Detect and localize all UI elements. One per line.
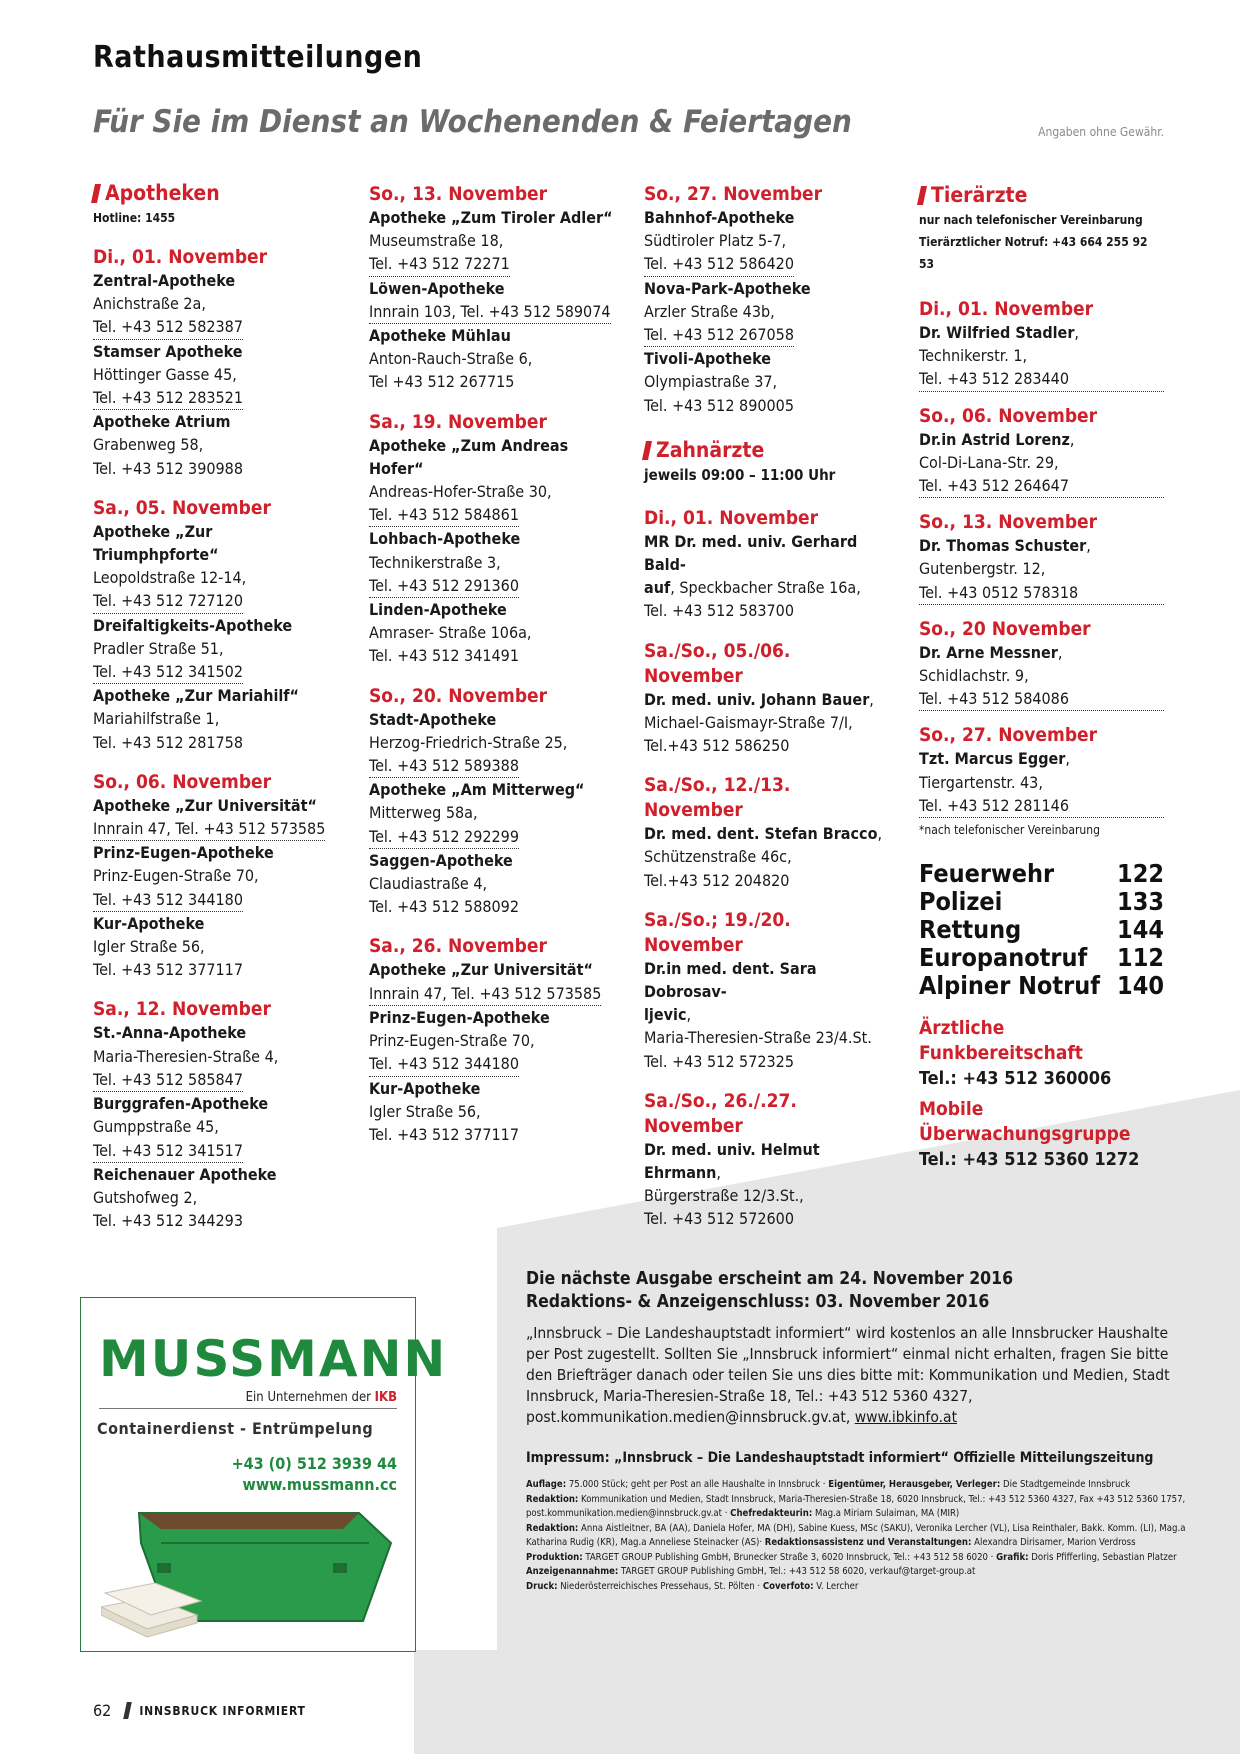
- entry-line: Tel +43 512 267715: [369, 372, 515, 392]
- publication-name: INNSBRUCK INFORMIERT: [139, 1703, 306, 1718]
- entry-line: Technikerstraße 3,: [369, 552, 501, 572]
- entry-name: MR Dr. med. univ. Gerhard Bald-: [644, 531, 858, 575]
- footer-slash-icon: [124, 1702, 133, 1719]
- entry-name: Tivoli-Apotheke: [644, 349, 771, 369]
- emergency-number: 144: [1117, 915, 1164, 945]
- date-heading: Sa./So., 05./06. November: [644, 639, 791, 687]
- entry-line: Pradler Straße 51,: [93, 638, 224, 658]
- entry-line: Tel. +43 512 344293: [93, 1211, 243, 1231]
- dentist-name: [644, 688, 889, 711]
- ad-phone: +43 (0) 512 3939 44: [231, 1454, 397, 1473]
- entry-line: Tel. +43 512 291360: [369, 574, 519, 598]
- list-item: [369, 708, 614, 779]
- entry-line: , Speckbacher Straße 16a,: [670, 578, 861, 598]
- list-item: [369, 958, 614, 1005]
- list-item: [369, 206, 614, 277]
- entry-name: Apotheke „Zum Andreas Hofer“: [369, 435, 569, 478]
- page-subtitle: Für Sie im Dienst an Wochenenden & Feiertagen: [93, 104, 852, 140]
- emergency-row: [919, 916, 1164, 944]
- entry-line: Gumppstraße 45,: [93, 1117, 219, 1137]
- dentist-name: [644, 957, 889, 1027]
- column-apotheken-2: [369, 182, 614, 1146]
- emergency-number: 133: [1117, 887, 1164, 917]
- entry-line: Innrain 47, Tel. +43 512 573585: [369, 982, 601, 1006]
- entry-line: Prinz-Eugen-Straße 70,: [93, 866, 259, 886]
- entry-name-cont: ljevic: [644, 1005, 687, 1025]
- entry-line: Mariahilfstraße 1,: [93, 709, 220, 729]
- list-item: [93, 841, 338, 912]
- impressum-value: TARGET GROUP Publishing GmbH, Brunecker Straße 3, 6020 Innsbruck, Tel.: +43 512 58 6020 ·: [582, 1551, 997, 1563]
- entry-line: Tel. +43 512 582387: [93, 315, 243, 339]
- section-heading-tieraerzte: Tierärzte: [919, 182, 1164, 209]
- impressum-key: Chefredakteurin:: [730, 1508, 813, 1519]
- emergency-number: 112: [1117, 943, 1164, 973]
- impressum-value: Anna Aistleitner, BA (AA), Daniela Hofer, MA (DH), Sabine Kuess, MSc (SAKU), Veronika Lercher (VL), Lisa Reinthaler, Bakk. Komm. (LI), Mag.a Katharina Rudig (KR), Mag.a Anneliese Steinacker (AS)·: [526, 1522, 1186, 1548]
- entry-line: Tel. +43 512 72271: [369, 252, 510, 276]
- entry-line: Grabenweg 58,: [93, 435, 204, 455]
- date-heading: So., 27. November: [644, 183, 823, 205]
- impressum-line: [526, 1478, 1186, 1493]
- entry-line: Tel. +43 512 344180: [93, 888, 243, 912]
- impressum-heading: Impressum: „Innsbruck – Die Landeshauptstadt informiert“ Offizielle Mitteilungszeitung: [526, 1450, 1154, 1466]
- impressum-value: TARGET GROUP Publishing GmbH, Tel.: +43 512 58 6020, verkauf@target-group.at: [618, 1566, 976, 1577]
- section-heading-apotheken: Apotheken: [93, 180, 338, 207]
- date-heading: Sa., 12. November: [93, 998, 271, 1021]
- list-item: [369, 598, 614, 668]
- entry-line: Tel. +43 512 377117: [93, 960, 243, 980]
- column-apotheken-zahnaerzte: [644, 182, 889, 1231]
- entry-line: Tel. +43 512 588092: [369, 897, 519, 917]
- vet-emergency-number: Tierärztlicher Notruf: +43 664 255 92 53: [919, 235, 1148, 271]
- comma: ,: [686, 1005, 692, 1025]
- entry-line: Anton-Rauch-Straße 6,: [369, 349, 533, 369]
- emergency-row: [919, 944, 1164, 972]
- dentist-name: [644, 530, 889, 600]
- ad-web: www.mussmann.cc: [242, 1475, 397, 1494]
- list-item: [644, 206, 889, 277]
- vet-name: [919, 321, 1164, 344]
- entry-line: Tel. +43 512 292299: [369, 825, 519, 849]
- entry-line: Museumstraße 18,: [369, 231, 504, 251]
- impressum-key: Eigentümer, Herausgeber, Verleger:: [828, 1479, 1001, 1490]
- comma: ,: [1057, 642, 1063, 662]
- entry-line: Igler Straße 56,: [369, 1101, 481, 1121]
- impressum-key: Produktion:: [526, 1551, 583, 1563]
- date-heading: So., 06. November: [93, 770, 272, 793]
- entry-line: Tel. +43 512 267058: [644, 323, 794, 347]
- impressum-value: V. Lercher: [813, 1580, 859, 1592]
- impressum-value: Die Stadtgemeinde Innsbruck: [1000, 1479, 1131, 1490]
- entry-line: Tel. +43 512 583700: [644, 601, 794, 621]
- entry-line: Maria-Theresien-Straße 23/4.St.: [644, 1028, 872, 1048]
- hotline: Hotline: 1455: [93, 211, 176, 225]
- entry-name: St.-Anna-Apotheke: [93, 1023, 247, 1043]
- advertisement-mussmann[interactable]: [80, 1297, 448, 1652]
- list-item: [919, 428, 1164, 499]
- entry-line: Anichstraße 2a,: [93, 294, 206, 314]
- list-item: [919, 321, 1164, 392]
- date-heading: Di., 01. November: [644, 506, 819, 529]
- entry-line: Mitterweg 58a,: [369, 803, 478, 823]
- page-number: 62: [93, 1701, 112, 1720]
- entry-line: Leopoldstraße 12-14,: [93, 568, 247, 588]
- entry-line: Gutshofweg 2,: [93, 1187, 198, 1207]
- entry-name: Zentral-Apotheke: [93, 271, 236, 290]
- date-heading: So., 27. November: [919, 724, 1098, 747]
- entry-name: Prinz-Eugen-Apotheke: [369, 1007, 550, 1027]
- emergency-label: Alpiner Notruf: [919, 971, 1101, 1001]
- impressum-key: Anzeigenannahme:: [526, 1566, 619, 1577]
- impressum-value: 75.000 Stück; geht per Post an alle Haushalte in Innsbruck ·: [566, 1479, 829, 1490]
- entry-line: Arzler Straße 43b,: [644, 301, 775, 321]
- list-item: [644, 822, 889, 892]
- emergency-label: Europanotruf: [919, 943, 1088, 973]
- entry-line: Tel. +43 512 586420: [644, 252, 794, 276]
- dentist-name: [644, 822, 889, 845]
- emergency-label: Polizei: [919, 887, 1003, 917]
- date-heading: So., 20 November: [919, 617, 1091, 640]
- section-heading-zahnaerzte: Zahnärzte: [644, 437, 889, 464]
- mussmann-logo: MUSSMANN: [99, 1330, 448, 1388]
- vet-name: [919, 641, 1164, 664]
- entry-line: Tel. +43 512 264647: [919, 474, 1164, 498]
- entry-line: Tel. +43 512 390988: [93, 458, 243, 478]
- list-item: [93, 794, 338, 841]
- entry-line: Südtiroler Platz 5-7,: [644, 231, 787, 251]
- date-heading: Sa./So., 12./13. November: [644, 774, 791, 822]
- impressum-key: Auflage:: [526, 1479, 567, 1490]
- list-item: [644, 530, 889, 623]
- comma: ,: [877, 824, 883, 844]
- entry-name: Prinz-Eugen-Apotheke: [93, 843, 274, 863]
- vet-name: [919, 428, 1164, 451]
- comma: ,: [869, 689, 874, 709]
- list-item: [93, 520, 338, 614]
- entry-line: Andreas-Hofer-Straße 30,: [369, 482, 552, 502]
- list-item: [369, 324, 614, 394]
- entry-name: Nova-Park-Apotheke: [644, 278, 811, 298]
- entry-line: Tel. +43 512 584861: [369, 503, 519, 527]
- entry-name: Bahnhof-Apotheke: [644, 208, 795, 227]
- date-heading: Di., 01. November: [93, 246, 268, 268]
- impressum-key: Redaktion:: [526, 1522, 579, 1534]
- impressum-value: Mag.a Miriam Sulaiman, MA (MIR): [812, 1508, 960, 1519]
- list-item: [369, 778, 614, 849]
- date-heading: So., 13. November: [369, 183, 548, 205]
- entry-line: Claudiastraße 4,: [369, 874, 488, 894]
- entry-name: Saggen-Apotheke: [369, 850, 513, 870]
- impressum-line: [526, 1565, 1186, 1580]
- entry-line: Tel. +43 512 281758: [93, 732, 243, 752]
- entry-name: Dreifaltigkeits-Apotheke: [93, 615, 293, 635]
- list-item: [93, 614, 338, 685]
- entry-name: Apotheke „Zur Triumphpforte“: [93, 521, 219, 565]
- entry-name: Dr. Wilfried Stadler: [919, 323, 1075, 342]
- entry-line: Tel. +43 512 281146: [919, 794, 1164, 818]
- list-item: [644, 957, 889, 1073]
- impressum-details: [526, 1478, 1186, 1594]
- list-item: [369, 434, 614, 528]
- date-heading: Sa., 05. November: [93, 496, 271, 519]
- impressum-line: [526, 1551, 1186, 1566]
- entry-name: Apotheke „Zur Universität“: [93, 795, 317, 815]
- entry-line: Tel.+43 512 204820: [644, 870, 790, 890]
- impressum-line: [526, 1522, 1186, 1551]
- entry-name-cont: auf: [644, 578, 671, 598]
- entry-name: Apotheke „Zur Universität“: [369, 960, 593, 980]
- ibkinfo-link[interactable]: www.ibkinfo.at: [854, 1408, 958, 1426]
- page-title: Rathausmitteilungen: [93, 40, 423, 75]
- ad-tagline: Ein Unternehmen der IKB: [245, 1390, 397, 1405]
- date-heading: Sa./So.; 19./20. November: [644, 908, 791, 956]
- emergency-number: 122: [1117, 859, 1164, 889]
- ad-service: Containerdienst - Entrümpelung: [97, 1419, 374, 1438]
- list-item: [919, 641, 1164, 712]
- pharmacy-groups: [93, 245, 338, 1232]
- pharmacy-list: [644, 206, 889, 417]
- entry-line: Bürgerstraße 12/3.St.,: [644, 1186, 804, 1206]
- entry-line: Höttinger Gasse 45,: [93, 364, 237, 384]
- entry-name: Reichenauer Apotheke: [93, 1164, 277, 1184]
- vet-list: [919, 297, 1164, 818]
- entry-line: Igler Straße 56,: [93, 937, 205, 957]
- comma: ,: [1074, 323, 1079, 342]
- emergency-row: [919, 860, 1164, 888]
- list-item: [93, 340, 338, 411]
- red-slash-icon: [91, 184, 101, 203]
- date-heading: Sa./So., 26./.27. November: [644, 1089, 797, 1137]
- entry-name: Dr. med. univ. Helmut Ehrmann: [644, 1139, 820, 1183]
- list-item: [93, 912, 338, 982]
- list-item: [369, 1077, 614, 1147]
- list-item: [644, 277, 889, 348]
- comma: ,: [1069, 429, 1075, 449]
- column-tieraerzte: [919, 182, 1164, 1172]
- entry-name: Dr. Arne Messner: [919, 642, 1058, 662]
- date-heading: Di., 01. November: [919, 298, 1094, 320]
- entry-line: Schidlachstr. 9,: [919, 666, 1029, 686]
- entry-line: Tel. +43 0512 578318: [919, 581, 1164, 605]
- entry-line: Herzog-Friedrich-Straße 25,: [369, 732, 568, 752]
- column-apotheken-1: [93, 180, 338, 1232]
- entry-name: Apotheke Atrium: [93, 412, 231, 432]
- vet-name: [919, 534, 1164, 557]
- red-slash-icon: [917, 186, 927, 205]
- entry-name: Stamser Apotheke: [93, 341, 243, 361]
- impressum-line: [526, 1580, 1186, 1595]
- entry-name: Dr. med. univ. Johann Bauer: [644, 689, 870, 709]
- dental-hours: jeweils 09:00 – 11:00 Uhr: [644, 465, 836, 484]
- comma: ,: [1065, 749, 1070, 769]
- entry-name: Linden-Apotheke: [369, 600, 507, 620]
- entry-line: Tel. +43 512 283521: [93, 386, 243, 410]
- dentist-list: [644, 506, 889, 1231]
- list-item: [93, 1021, 338, 1092]
- entry-line: Prinz-Eugen-Straße 70,: [369, 1031, 535, 1051]
- entry-name: Burggrafen-Apotheke: [93, 1094, 269, 1114]
- container-illustration: [101, 1503, 401, 1643]
- funk-tel: Tel.: +43 512 360006: [919, 1068, 1112, 1090]
- impressum-key: Grafik:: [996, 1551, 1029, 1563]
- entry-name: Tzt. Marcus Egger: [919, 749, 1066, 769]
- entry-line: Tel. +43 512 341502: [93, 660, 243, 684]
- list-item: [93, 269, 338, 340]
- entry-name: Apotheke „Zum Tiroler Adler“: [369, 208, 613, 227]
- date-heading: Sa., 26. November: [369, 935, 547, 958]
- vet-name: [919, 747, 1164, 770]
- entry-name: Lohbach-Apotheke: [369, 529, 521, 549]
- list-item: [93, 410, 338, 480]
- entry-line: Innrain 103, Tel. +43 512 589074: [369, 300, 611, 324]
- next-issue: Die nächste Ausgabe erscheint am 24. November 2016: [526, 1269, 1014, 1289]
- impressum-value: Alexandra Dirisamer, Marion Verdross: [971, 1537, 1136, 1548]
- ad-contact: [232, 1453, 397, 1495]
- impressum-line: [526, 1493, 1186, 1522]
- funk-label: Ärztliche Funkbereitschaft: [919, 1017, 1083, 1065]
- red-slash-icon: [642, 441, 652, 460]
- entry-name: Stadt-Apotheke: [369, 709, 497, 729]
- entry-name: Dr.in Astrid Lorenz: [919, 429, 1070, 449]
- mobile-tel: Tel.: +43 512 5360 1272: [919, 1149, 1140, 1171]
- entry-name: Kur-Apotheke: [369, 1078, 481, 1098]
- entry-name: Apotheke Mühlau: [369, 326, 511, 346]
- comma: ,: [716, 1163, 721, 1183]
- entry-line: Technikerstr. 1,: [919, 346, 1028, 366]
- entry-line: Tel. +43 512 890005: [644, 395, 794, 415]
- vet-footnote: *nach telefonischer Vereinbarung: [919, 823, 1100, 838]
- list-item: [644, 1138, 889, 1231]
- vet-appointment-note: nur nach telefonischer Vereinbarung: [919, 213, 1143, 227]
- list-item: [93, 684, 338, 754]
- entry-line: Amraser- Straße 106a,: [369, 623, 532, 643]
- impressum-key: Redaktionsassistenz und Veranstaltungen:: [764, 1537, 972, 1548]
- list-item: [644, 688, 889, 758]
- list-item: [369, 849, 614, 919]
- impressum-key: Coverfoto:: [762, 1580, 814, 1592]
- impressum-value: Kommunikation und Medien, Stadt Innsbruck, Maria-Theresien-Straße 18, 6020 Innsbruck, Tel.: +43 512 5360 4327, Fax +43 512 5360 1757, post.kommunikation.medien@innsbruck.gv.at ·: [526, 1493, 1186, 1519]
- list-item: [919, 747, 1164, 818]
- entry-line: Schützenstraße 46c,: [644, 847, 792, 867]
- mobile-label: Mobile Überwachungsgruppe: [919, 1098, 1131, 1146]
- list-item: [919, 534, 1164, 605]
- emergency-row: [919, 888, 1164, 916]
- edition-info: [526, 1268, 1186, 1594]
- entry-line: Innrain 47, Tel. +43 512 573585: [93, 817, 325, 841]
- dentist-name: [644, 1138, 889, 1184]
- entry-line: Olympiastraße 37,: [644, 372, 778, 392]
- entry-line: Maria-Theresien-Straße 4,: [93, 1046, 279, 1066]
- entry-line: Tel. +43 512 572325: [644, 1051, 794, 1071]
- entry-line: Michael-Gaismayr-Straße 7/I,: [644, 712, 853, 732]
- emergency-label: Feuerwehr: [919, 859, 1055, 889]
- emergency-number: 140: [1117, 971, 1164, 1001]
- list-item: [369, 527, 614, 598]
- page-footer: [93, 1701, 306, 1720]
- list-item: [369, 1006, 614, 1077]
- entry-name: Apotheke „Zur Mariahilf“: [93, 686, 300, 706]
- list-item: [93, 1092, 338, 1163]
- entry-line: Tel. +43 512 727120: [93, 589, 243, 613]
- entry-line: Tel. +43 512 589388: [369, 754, 519, 778]
- impressum-key: Redaktion:: [526, 1493, 579, 1505]
- list-item: [644, 347, 889, 417]
- list-item: [93, 1163, 338, 1233]
- date-heading: So., 06. November: [919, 404, 1098, 427]
- emergency-row: [919, 972, 1164, 1000]
- entry-name: Kur-Apotheke: [93, 913, 205, 933]
- entry-line: Tel. +43 512 572600: [644, 1209, 794, 1229]
- entry-line: Tel. +43 512 584086: [919, 687, 1164, 711]
- entry-line: Tel. +43 512 377117: [369, 1124, 519, 1144]
- impressum-value: Niederösterreichisches Pressehaus, St. Pölten ·: [557, 1580, 763, 1592]
- entry-line: Tiergartenstr. 43,: [919, 772, 1043, 792]
- date-heading: Sa., 19. November: [369, 410, 547, 433]
- date-heading: So., 13. November: [919, 511, 1098, 534]
- deadline: Redaktions- & Anzeigenschluss: 03. November 2016: [526, 1292, 990, 1312]
- ad-divider: [99, 1408, 397, 1409]
- entry-line: Tel. +43 512 283440: [919, 367, 1164, 391]
- distribution-text: „Innsbruck – Die Landeshauptstadt informiert“ wird kostenlos an alle Innsbrucker Haushalte per Post zugestellt. Sollten Sie „Innsbruck informiert“ einmal nicht erhalten, fragen Sie bitte den Briefträger danach oder teilen Sie uns dies bitte mit: Kommunikation und Medien, Stadt Innsbruck, Maria-Theresien-Straße 18, Tel.: +43 512 5360 4327, post.kommunikation.medien@innsbruck.gv.at, www.ibkinfo.at: [526, 1324, 1170, 1426]
- entry-name: Dr. Thomas Schuster: [919, 536, 1087, 556]
- entry-line: Tel. +43 512 341517: [93, 1139, 243, 1163]
- disclaimer: Angaben ohne Gewähr.: [1038, 125, 1164, 139]
- impressum-value: Doris Pfifferling, Sebastian Platzer: [1028, 1551, 1177, 1563]
- impressum-key: Druck:: [526, 1580, 558, 1592]
- list-item: [369, 277, 614, 324]
- pharmacy-groups: [369, 182, 614, 1146]
- entry-name: Dr.in med. dent. Sara Dobrosav-: [644, 958, 817, 1002]
- entry-line: Col-Di-Lana-Str. 29,: [919, 452, 1059, 472]
- date-heading: So., 20. November: [369, 684, 548, 707]
- entry-line: Tel.+43 512 586250: [644, 736, 790, 756]
- entry-name: Apotheke „Am Mitterweg“: [369, 780, 585, 800]
- entry-name: Löwen-Apotheke: [369, 278, 505, 298]
- entry-line: Gutenbergstr. 12,: [919, 559, 1046, 579]
- emergency-label: Rettung: [919, 915, 1022, 945]
- emergency-numbers: [919, 860, 1164, 1000]
- entry-line: Tel. +43 512 585847: [93, 1068, 243, 1092]
- entry-name: Dr. med. dent. Stefan Bracco: [644, 824, 878, 844]
- comma: ,: [1086, 536, 1091, 556]
- entry-line: Tel. +43 512 341491: [369, 646, 519, 666]
- entry-line: Tel. +43 512 344180: [369, 1052, 519, 1076]
